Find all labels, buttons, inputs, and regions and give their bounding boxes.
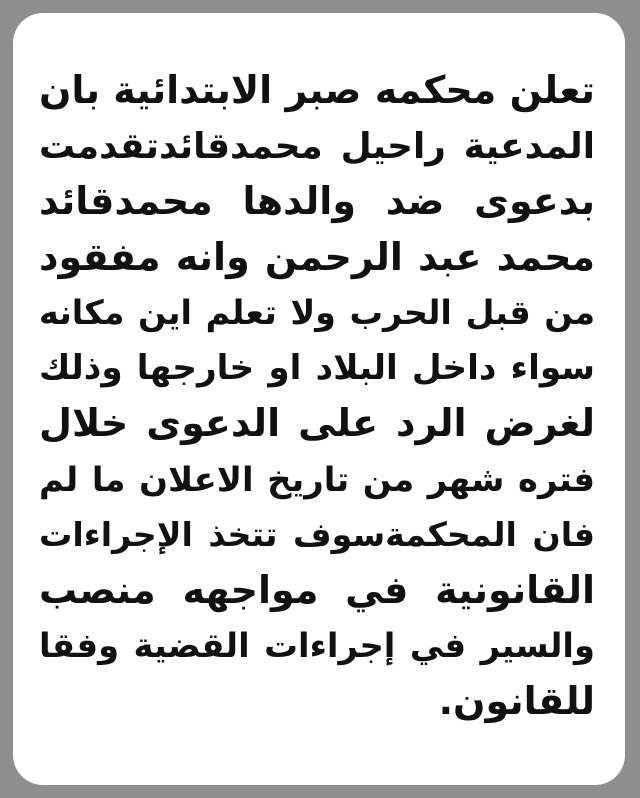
notice-line: من قبل الحرب ولا تعلم اين مكانه [39,293,595,332]
notice-line: فان المحكمةسوف تتخذ الإجراءات [39,515,595,554]
notice-line: محمد عبد الرحمن وانه مفقود [39,234,595,279]
notice-card [13,13,625,785]
notice-line: القانونية في مواجهه منصب [39,567,595,612]
notice-line-last: للقانون. [438,678,595,723]
notice-line: بدعوى ضد والدها محمدقائد [39,179,595,223]
notice-body [39,63,595,729]
notice-line: تعلن محكمه صبر الابتدائية بان [39,68,595,112]
notice-line: سواء داخل البلاد او خارجها وذلك [39,347,595,388]
notice-line: والسير في إجراءات القضية وفقا [39,626,595,665]
notice-line: فتره شهر من تاريخ الاعلان ما لم [39,459,595,499]
notice-line: لغرض الرد على الدعوى خلال [39,401,595,445]
notice-line: المدعية راحيل محمدقائدتقدمت [39,125,595,167]
